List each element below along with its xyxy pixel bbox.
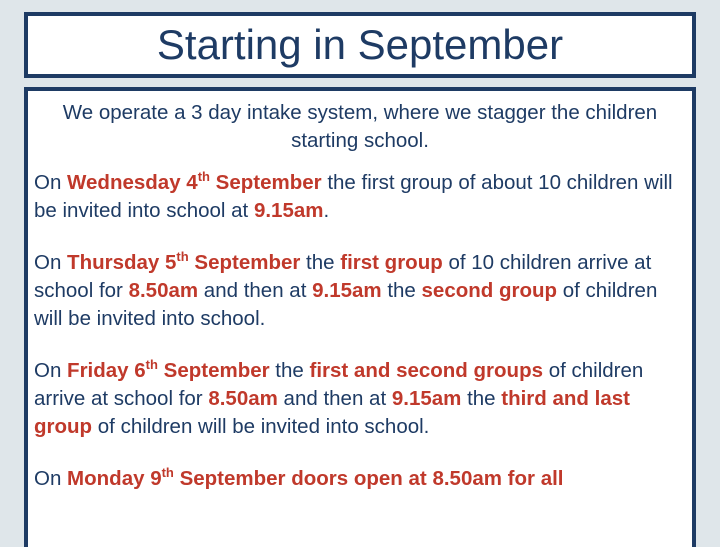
paragraph-text: of 10 children arrive at school for xyxy=(34,251,652,302)
highlighted-text: third and last group xyxy=(34,387,630,438)
page-title: Starting in September xyxy=(156,21,564,68)
highlighted-text: September xyxy=(157,359,270,382)
highlighted-text: 8.50am xyxy=(208,387,278,410)
highlighted-text: September doors open at 8.50am for all xyxy=(173,467,564,490)
paragraph-text: . xyxy=(323,199,330,222)
highlighted-text: first group xyxy=(340,251,443,274)
highlighted-text: 9.15am xyxy=(253,199,324,222)
paragraph-text: the xyxy=(381,279,422,302)
paragraph-text: and then at xyxy=(277,387,392,410)
paragraph-text: On xyxy=(34,359,68,382)
schedule-paragraph xyxy=(34,249,686,333)
paragraph-text: of children will be invited into school. xyxy=(34,279,658,330)
intro-text: We operate a 3 day intake system, where we stagger the children starting school. xyxy=(62,101,658,152)
highlighted-text: 8.50am xyxy=(128,279,199,302)
schedule-paragraph xyxy=(34,169,686,225)
paragraph-text: the first group of about 10 children will be invited into school at xyxy=(34,171,673,222)
paragraph-text: On xyxy=(34,171,68,194)
title-box xyxy=(24,12,696,78)
highlighted-text: Monday 9 xyxy=(67,467,162,490)
content-box xyxy=(24,87,696,547)
paragraph-text: of children will be invited into school. xyxy=(92,415,430,438)
highlighted-text: first and second groups xyxy=(309,359,543,382)
ordinal-suffix: th xyxy=(197,169,210,185)
paragraph-text: the xyxy=(300,251,341,274)
ordinal-suffix: th xyxy=(145,357,158,373)
paragraph-text: On xyxy=(34,467,68,490)
highlighted-text: Friday 6 xyxy=(67,359,146,382)
highlighted-text: Thursday 5 xyxy=(67,251,177,274)
highlighted-text: 9.15am xyxy=(312,279,382,302)
paragraph-text: the xyxy=(269,359,310,382)
paragraph-text: of children arrive at school for xyxy=(34,359,644,410)
highlighted-text: Wednesday 4 xyxy=(67,171,198,194)
content-body xyxy=(28,91,692,493)
paragraph-text: and then at xyxy=(198,279,313,302)
schedule-paragraph xyxy=(34,465,686,493)
highlighted-text: September xyxy=(188,251,301,274)
schedule-paragraph xyxy=(34,357,686,441)
paragraph-text: On xyxy=(34,251,68,274)
highlighted-text: September xyxy=(209,171,322,194)
highlighted-text: second group xyxy=(421,279,558,302)
paragraph-text: the xyxy=(461,387,502,410)
ordinal-suffix: th xyxy=(176,249,189,265)
ordinal-suffix: th xyxy=(161,465,174,481)
highlighted-text: 9.15am xyxy=(391,387,462,410)
